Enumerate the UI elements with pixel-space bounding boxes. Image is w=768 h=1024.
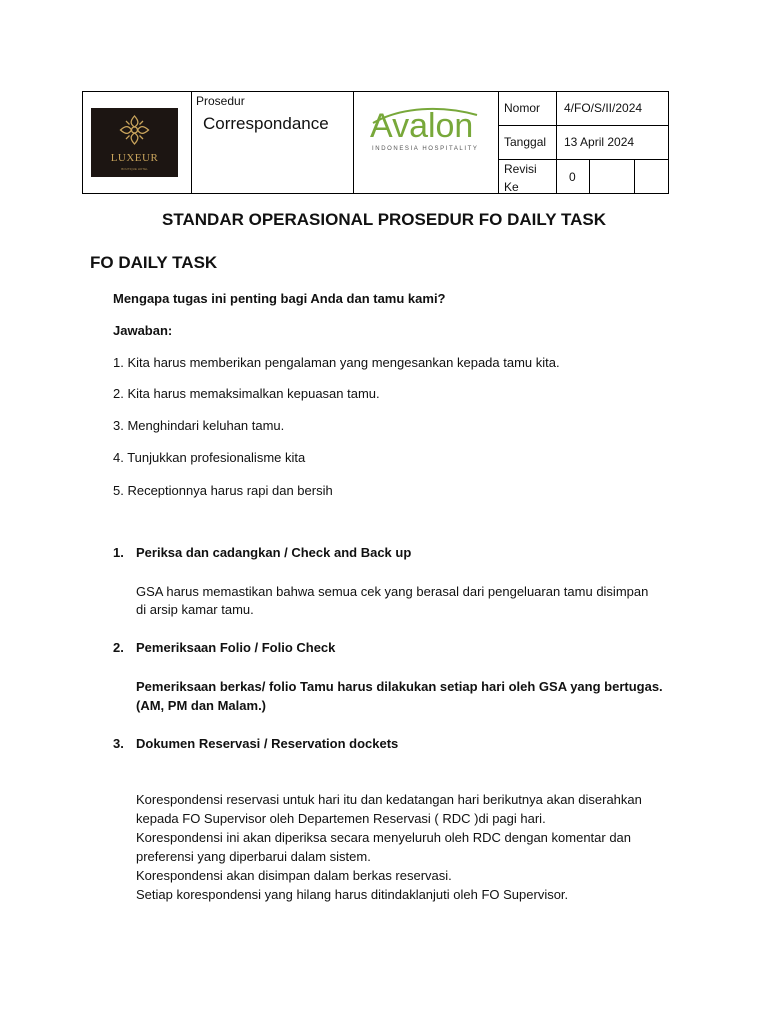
reason-item: 2. Kita harus memaksimalkan kepuasan tamu. (113, 386, 380, 401)
step-body-line: Korespondensi ini akan diperiksa secara menyeluruh oleh RDC dengan komentar dan (136, 830, 632, 845)
step-body-line: (AM, PM dan Malam.) (136, 698, 267, 713)
avalon-logo-text: Avalon (370, 107, 474, 145)
luxeur-logo (91, 108, 178, 177)
procedure-title: Correspondance (203, 114, 329, 133)
question-text: Mengapa tugas ini penting bagi Anda dan tamu kami? (113, 291, 446, 306)
step-body-line: di arsip kamar tamu. (136, 602, 254, 617)
tanggal-value: 13 April 2024 (564, 135, 635, 149)
procedure-label: Prosedur (196, 94, 245, 108)
step-body-line: GSA harus memastikan bahwa semua cek yang berasal dari pengeluaran tamu disimpan (136, 584, 649, 599)
step-title: Periksa dan cadangkan / Check and Back up (136, 545, 412, 560)
ornament-icon (91, 108, 178, 152)
step-body-line: preferensi yang diperbarui dalam sistem. (136, 849, 371, 864)
step-body-line: Korespondensi reservasi untuk hari itu dan kedatangan hari berikutnya akan diserahkan (136, 792, 642, 807)
step-number: 3. (113, 736, 124, 751)
answer-label: Jawaban: (113, 323, 173, 338)
step-body-line: kepada FO Supervisor oleh Departemen Reservasi ( RDC )di pagi hari. (136, 811, 546, 826)
step-body-line: Korespondensi akan disimpan dalam berkas reservasi. (136, 868, 452, 883)
nomor-value: 4/FO/S/II/2024 (564, 101, 643, 115)
tanggal-label: Tanggal (504, 135, 547, 149)
document-title: STANDAR OPERASIONAL PROSEDUR FO DAILY TASK (162, 210, 606, 229)
step-number: 2. (113, 640, 124, 655)
reason-item: 3. Menghindari keluhan tamu. (113, 418, 285, 433)
revisi-label-ke: Ke (504, 180, 519, 194)
revisi-label: Revisi (504, 162, 537, 176)
revisi-value: 0 (569, 170, 576, 184)
step-body-line: Setiap korespondensi yang hilang harus ditindaklanjuti oleh FO Supervisor. (136, 887, 569, 902)
luxeur-logo-text: LUXEUR (110, 152, 159, 164)
reason-item: 5. Receptionnya harus rapi dan bersih (113, 483, 333, 498)
reason-item: 1. Kita harus memberikan pengalaman yang mengesankan kepada tamu kita. (113, 355, 560, 370)
reason-item: 4. Tunjukkan profesionalisme kita (113, 450, 306, 465)
section-title: FO DAILY TASK (90, 253, 218, 272)
nomor-label: Nomor (504, 101, 541, 115)
step-body-line: Pemeriksaan berkas/ folio Tamu harus dilakukan setiap hari oleh GSA yang bertugas. (136, 679, 663, 694)
step-number: 1. (113, 545, 124, 560)
luxeur-logo-subtext: BOUTIQUE HOTEL (121, 167, 148, 171)
step-title: Dokumen Reservasi / Reservation dockets (136, 736, 399, 751)
avalon-logo-tagline: INDONESIA HOSPITALITY (372, 146, 479, 152)
step-title: Pemeriksaan Folio / Folio Check (136, 640, 336, 655)
document-header-table (82, 91, 669, 194)
